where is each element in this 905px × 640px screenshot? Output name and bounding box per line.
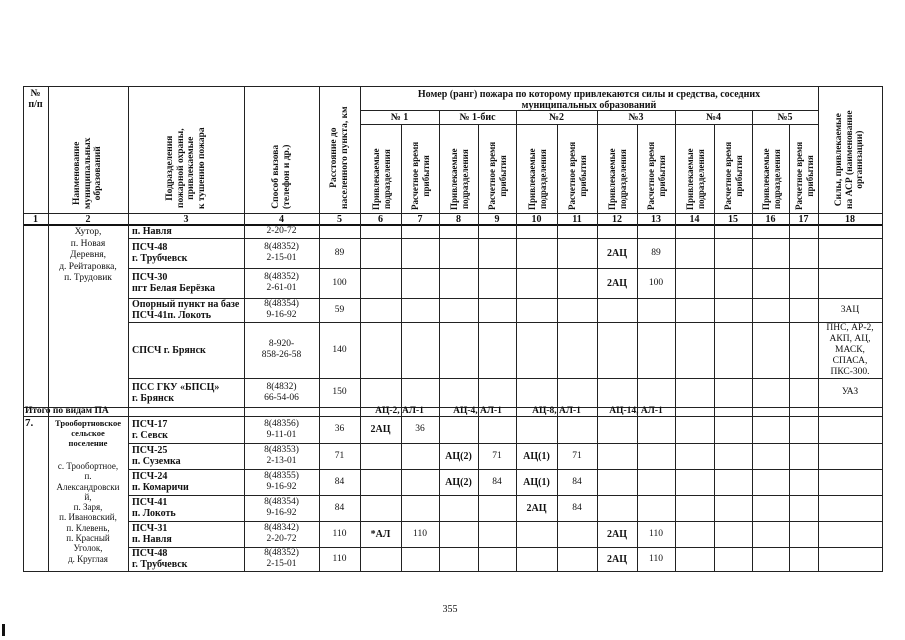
distance-value: 110 [332, 528, 347, 539]
phone-number: 8(48352) 2-15-01 [264, 242, 299, 263]
rank-cell-c8: АЦ(2) [445, 476, 472, 488]
unit-name: ПСС ГКУ «БПСЦ» г. Брянск [132, 381, 220, 404]
column-line [128, 86, 129, 572]
rank-title: Номер (ранг) пожара по которому привлекаются силы и средства, соседних муниципальных образований [417, 89, 761, 111]
column-number-15: 15 [728, 214, 738, 225]
row-line [128, 378, 883, 379]
row-number: 7. [25, 417, 34, 429]
call-method-column-header: Способ вызова (телефон и др.) [271, 144, 292, 209]
column-line [478, 124, 479, 572]
rank-cell-c12: 2АЦ [607, 553, 627, 565]
asr-forces: УАЗ [841, 387, 859, 397]
unit-name: ПСЧ-41 п. Локоть [132, 497, 176, 519]
row-line [128, 268, 883, 269]
phone-number: 8(48352) 2-61-01 [264, 272, 299, 293]
phone-number: 8-920- 858-26-58 [261, 339, 302, 360]
column-number-13: 13 [651, 214, 661, 225]
rank-header-2: № 1-бис [459, 112, 496, 123]
sub-header-units: Привлекаемые подразделения [448, 148, 469, 210]
unit-name: Опорный пункт на базе ПСЧ-41п. Локоть [132, 299, 240, 321]
rank-cell-c11: 71 [572, 450, 582, 461]
distance-column-header: Расстояние до населенного пункта, км [329, 106, 350, 209]
unit-name: ПСЧ-30 пгт Белая Берёзка [132, 272, 215, 294]
unit-name: ПСЧ-24 п. Комаричи [132, 471, 189, 493]
distance-value: 140 [332, 344, 347, 355]
asr-forces: ПНС, АР-2, АКП, АЦ, МАСК, СПАСА, ПКС-300. [826, 322, 874, 377]
table-bottom-border [23, 571, 883, 572]
total-rank-2: АЦ-4, АЛ-1 [453, 406, 502, 416]
table-top-border [23, 86, 883, 87]
column-line [319, 86, 320, 572]
unit-name: ПСЧ-31 п. Навля [132, 523, 172, 545]
sub-header-time: Расчетное время прибытия [793, 141, 814, 210]
column-line [752, 110, 753, 572]
rank-cell-c6: *АЛ [370, 528, 391, 540]
municipal-column-header: Наименование муниципальных образований [72, 137, 104, 209]
distance-value: 71 [334, 450, 345, 461]
rank-cell-c9: 71 [492, 450, 502, 461]
distance-value: 100 [332, 277, 347, 288]
column-line [360, 86, 361, 572]
column-number-4: 4 [279, 214, 284, 225]
unit-name: ПСЧ-17 г. Севск [132, 418, 168, 441]
rank3-time: 89 [651, 247, 661, 258]
column-number-12: 12 [612, 214, 622, 225]
sub-header-units: Привлекаемые подразделения [370, 148, 391, 210]
column-line [439, 110, 440, 572]
column-number-3: 3 [183, 214, 189, 225]
rank-cell-c8: АЦ(2) [445, 450, 472, 462]
rank-cell-c13: 110 [649, 528, 663, 539]
column-line [882, 86, 883, 572]
column-line [597, 110, 598, 572]
unit-name: СПСЧ г. Брянск [132, 344, 206, 356]
totals-label: Итого по видам ПА [25, 406, 109, 416]
column-number-7: 7 [417, 214, 423, 225]
column-number-9: 9 [494, 214, 500, 225]
municipal-name: Хутор, п. Новая Деревня, д. Рейтаровка, п. Трудовик [59, 227, 117, 283]
phone-number: 8(48342) 2-20-72 [264, 523, 299, 544]
column-line [23, 86, 24, 572]
units-column-header: Подразделения пожарной охраны, привлекаемые к тушению пожара [165, 127, 207, 209]
rank-header-5: №4 [705, 112, 722, 123]
total-rank-1: АЦ-2, АЛ-1 [375, 406, 424, 416]
rank-cell-c10: АЦ(1) [523, 450, 550, 462]
page-number: 355 [442, 604, 458, 615]
column-line [401, 124, 402, 572]
asr-forces: 3АЦ [840, 304, 860, 315]
settlement-name: Трообортновское сельское поселение [55, 418, 121, 448]
column-number-17: 17 [798, 214, 809, 225]
rank-header-1: № 1 [390, 112, 409, 123]
scan-mark [2, 624, 5, 636]
sub-header-time: Расчетное время прибытия [487, 141, 508, 210]
column-number-11: 11 [572, 214, 582, 225]
column-line [675, 110, 676, 572]
rank-header-4: №3 [628, 112, 644, 123]
phone-number: 8(48354) 9-16-92 [264, 497, 299, 518]
column-line [637, 124, 638, 572]
unit-name: п. Навля [132, 225, 172, 237]
row-line [128, 495, 883, 496]
row-line [128, 443, 883, 444]
sub-header-time: Расчетное время прибытия [410, 141, 431, 210]
total-rank-4: АЦ-14, АЛ-1 [609, 406, 663, 416]
phone-number: 8(4832) 66-54-06 [264, 381, 299, 403]
distance-value: 110 [332, 553, 347, 564]
phone-number: 8(48355) 9-16-92 [264, 471, 299, 492]
row-line [128, 469, 883, 470]
distance-value: 84 [334, 476, 345, 487]
column-number-2: 2 [85, 214, 91, 225]
number-column-header: № п/п [28, 88, 43, 110]
sub-header-units: Привлекаемые подразделения [526, 148, 547, 210]
column-number-6: 6 [378, 214, 383, 225]
rank-cell-c7: 36 [415, 424, 425, 434]
unit-name: ПСЧ-48 г. Трубчевск [132, 548, 188, 570]
column-number-14: 14 [689, 214, 700, 225]
sub-header-time: Расчетное время прибытия [723, 141, 744, 210]
rank3-time: 100 [648, 277, 664, 288]
sub-header-time: Расчетное время прибытия [646, 141, 667, 210]
column-number-16: 16 [765, 214, 776, 225]
sub-header-time: Расчетное время прибытия [567, 141, 588, 210]
phone-number: 8(48352) 2-15-01 [264, 548, 299, 569]
municipal-name: с. Трообортное, п. Александровски й, п. Заря, п. Ивановский, п. Клевень, п. Красный Уголок, д. Круглая [56, 461, 120, 564]
column-number-1: 1 [33, 214, 38, 225]
sub-header-units: Привлекаемые подразделения [607, 148, 628, 210]
rank3-units: 2АЦ [607, 247, 627, 259]
rank-cell-c7: 110 [413, 528, 427, 539]
row-line [128, 322, 883, 323]
row-line [128, 521, 883, 522]
column-number-10: 10 [531, 214, 542, 225]
phone-number: 8(48356) 9-11-01 [264, 418, 299, 440]
asr-column-header: Силы, привлекаемые на АСР (наименование организации) [834, 110, 866, 209]
rank-cell-c10: АЦ(1) [523, 476, 550, 488]
distance-value: 84 [334, 502, 345, 513]
total-rank-3: АЦ-8, АЛ-1 [532, 406, 581, 416]
phone-number: 2-20-72 [266, 225, 297, 236]
rank-sub-line [360, 124, 819, 125]
column-number-5: 5 [337, 214, 342, 225]
distance-value: 36 [334, 424, 345, 434]
rank-cell-c10: 2АЦ [526, 502, 547, 514]
rank-cell-c9: 84 [492, 476, 502, 487]
rank-cell-c13: 110 [649, 553, 663, 564]
unit-name: ПСЧ-48 г. Трубчевск [132, 242, 188, 264]
phone-number: 8(48354) 9-16-92 [264, 299, 299, 320]
distance-value: 89 [334, 247, 345, 258]
row-line [128, 238, 883, 239]
rank-header-6: №5 [777, 112, 793, 123]
column-number-8: 8 [456, 214, 461, 225]
rank-header-3: №2 [548, 112, 565, 123]
rank-cell-c6: 2АЦ [370, 424, 391, 435]
column-line [714, 124, 715, 572]
rank-cell-c11: 84 [572, 476, 582, 487]
distance-value: 59 [334, 304, 345, 315]
unit-name: ПСЧ-25 п. Суземка [132, 445, 181, 467]
rank-cell-c12: 2АЦ [607, 528, 627, 540]
column-number-18: 18 [845, 214, 855, 225]
sub-header-units: Привлекаемые подразделения [760, 148, 781, 210]
rank-cell-c11: 84 [572, 502, 582, 513]
rank3-units: 2АЦ [607, 277, 627, 289]
distance-value: 150 [332, 387, 347, 397]
phone-number: 8(48353) 2-13-01 [264, 445, 299, 466]
sub-header-units: Привлекаемые подразделения [684, 148, 705, 210]
column-line [789, 124, 790, 572]
